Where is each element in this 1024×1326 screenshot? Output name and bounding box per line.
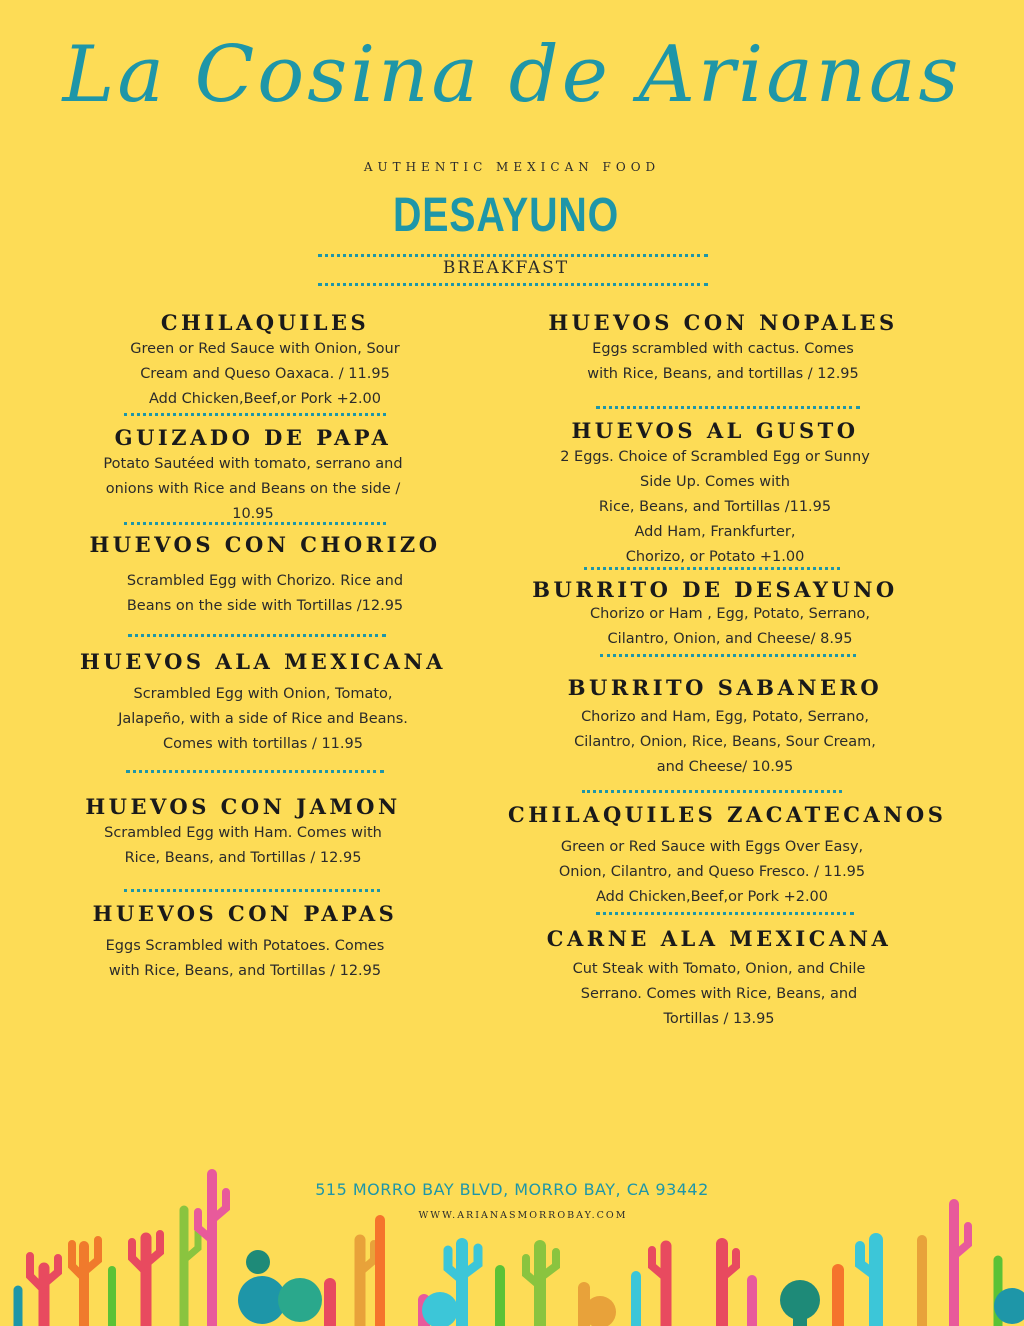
- description-line: Chorizo, or Potato +1.00: [625, 549, 805, 565]
- menu-item-name: BURRITO SABANERO: [567, 675, 883, 700]
- divider: [596, 406, 860, 409]
- description-line: with Rice, Beans, and Tortillas / 12.95: [108, 963, 382, 979]
- tagline: AUTHENTIC MEXICAN FOOD: [363, 160, 661, 174]
- divider: [124, 413, 386, 416]
- divider: [600, 654, 856, 657]
- description-line: Add Ham, Frankfurter,: [634, 524, 796, 540]
- divider: [124, 889, 380, 892]
- divider: [596, 912, 854, 915]
- description-line: 2 Eggs. Choice of Scrambled Egg or Sunny: [560, 449, 870, 465]
- menu-item-carne-ala-mexicana: [524, 925, 914, 1032]
- description-line: Scrambled Egg with Ham. Comes with: [104, 825, 382, 841]
- description-line: Cream and Queso Oaxaca. / 11.95: [140, 366, 390, 382]
- menu-item-description: [58, 452, 448, 527]
- menu-item-burrito-sabanero: [530, 674, 920, 780]
- description-line: 10.95: [232, 506, 274, 522]
- menu-item-name: CHILAQUILES ZACATECANOS: [508, 802, 947, 827]
- description-line: and Cheese/ 10.95: [656, 759, 794, 775]
- section-subtitle: BREAKFAST: [442, 258, 570, 278]
- divider: [318, 254, 708, 257]
- menu-item-guizado-de-papa: [58, 424, 448, 527]
- description-line: Cilantro, Onion, Rice, Beans, Sour Cream,: [574, 734, 876, 750]
- menu-item-description: [520, 602, 910, 652]
- menu-item-name: HUEVOS ALA MEXICANA: [80, 649, 446, 674]
- description-line: Green or Red Sauce with Eggs Over Easy,: [560, 839, 864, 855]
- menu-item-description: [50, 934, 440, 984]
- menu-item-huevos-ala-mexicana: [68, 648, 458, 757]
- description-line: Beans on the side with Tortillas /12.95: [126, 598, 404, 614]
- menu-item-huevos-con-papas: [50, 900, 440, 984]
- divider: [128, 634, 386, 637]
- menu-item-name: GUIZADO DE PAPA: [114, 425, 392, 450]
- description-line: with Rice, Beans, and tortillas / 12.95: [587, 366, 859, 382]
- divider: [582, 790, 842, 793]
- divider: [124, 522, 386, 525]
- menu-item-name: CHILAQUILES: [160, 310, 370, 335]
- menu-item-name: BURRITO DE DESAYUNO: [532, 577, 898, 602]
- description-line: Potato Sautéed with tomato, serrano and: [103, 456, 403, 472]
- menu-item-huevos-con-jamon: [48, 793, 438, 871]
- menu-item-description: [530, 705, 920, 780]
- divider: [318, 283, 708, 286]
- description-line: Eggs Scrambled with Potatoes. Comes: [105, 938, 385, 954]
- menu-item-description: [70, 337, 460, 412]
- description-line: Scrambled Egg with Onion, Tomato,: [133, 686, 393, 702]
- restaurant-address: 515 MORRO BAY BLVD, MORRO BAY, CA 93442: [315, 1180, 709, 1199]
- description-line: Comes with tortillas / 11.95: [163, 736, 363, 752]
- description-line: Cilantro, Onion, and Cheese/ 8.95: [607, 631, 853, 647]
- description-line: Rice, Beans, and Tortillas / 12.95: [124, 850, 362, 866]
- menu-item-burrito-de-desayuno: [520, 576, 910, 652]
- description-line: Green or Red Sauce with Onion, Sour: [130, 341, 400, 357]
- description-line: Chorizo or Ham , Egg, Potato, Serrano,: [589, 606, 871, 622]
- menu-item-description: [520, 445, 910, 570]
- description-line: Add Chicken,Beef,or Pork +2.00: [148, 391, 382, 407]
- description-line: Side Up. Comes with: [640, 474, 790, 490]
- divider: [584, 567, 840, 570]
- section-title: DESAYUNO: [392, 189, 620, 242]
- description-line: Onion, Cilantro, and Queso Fresco. / 11.95: [558, 864, 866, 880]
- menu-item-huevos-con-nopales: [518, 309, 928, 387]
- description-line: onions with Rice and Beans on the side /: [105, 481, 401, 497]
- cactus-border-decoration: [0, 1160, 1024, 1326]
- description-line: Add Chicken,Beef,or Pork +2.00: [595, 889, 829, 905]
- menu-item-description: [508, 835, 938, 910]
- menu-item-huevos-al-gusto: [520, 417, 910, 570]
- menu-item-description: [70, 569, 460, 619]
- website-link[interactable]: WWW.ARIANASMORROBAY.COM: [418, 1210, 628, 1221]
- menu-item-description: [518, 337, 928, 387]
- menu-item-name: HUEVOS CON CHORIZO: [89, 532, 441, 557]
- menu-item-name: CARNE ALA MEXICANA: [546, 926, 892, 951]
- menu-item-name: HUEVOS CON PAPAS: [92, 901, 398, 926]
- menu-item-description: [48, 821, 438, 871]
- menu-item-description: [524, 957, 914, 1032]
- menu-item-name: HUEVOS AL GUSTO: [571, 418, 859, 443]
- menu-item-chilaquiles-zacatecanos: [508, 801, 947, 910]
- description-line: Tortillas / 13.95: [663, 1011, 775, 1027]
- menu-item-chilaquiles: [70, 309, 460, 412]
- divider: [126, 770, 384, 773]
- menu-item-huevos-con-chorizo: [70, 531, 460, 619]
- description-line: Cut Steak with Tomato, Onion, and Chile: [572, 961, 866, 977]
- restaurant-name: La Cosina de Arianas: [62, 30, 962, 120]
- description-line: Serrano. Comes with Rice, Beans, and: [580, 986, 858, 1002]
- description-line: Jalapeño, with a side of Rice and Beans.: [118, 711, 408, 727]
- menu-item-name: HUEVOS CON NOPALES: [548, 310, 898, 335]
- description-line: Rice, Beans, and Tortillas /11.95: [598, 499, 832, 515]
- menu-item-name: HUEVOS CON JAMON: [85, 794, 401, 819]
- menu-item-description: [68, 682, 458, 757]
- description-line: Eggs scrambled with cactus. Comes: [592, 341, 854, 357]
- description-line: Scrambled Egg with Chorizo. Rice and: [126, 573, 404, 589]
- description-line: Chorizo and Ham, Egg, Potato, Serrano,: [581, 709, 869, 725]
